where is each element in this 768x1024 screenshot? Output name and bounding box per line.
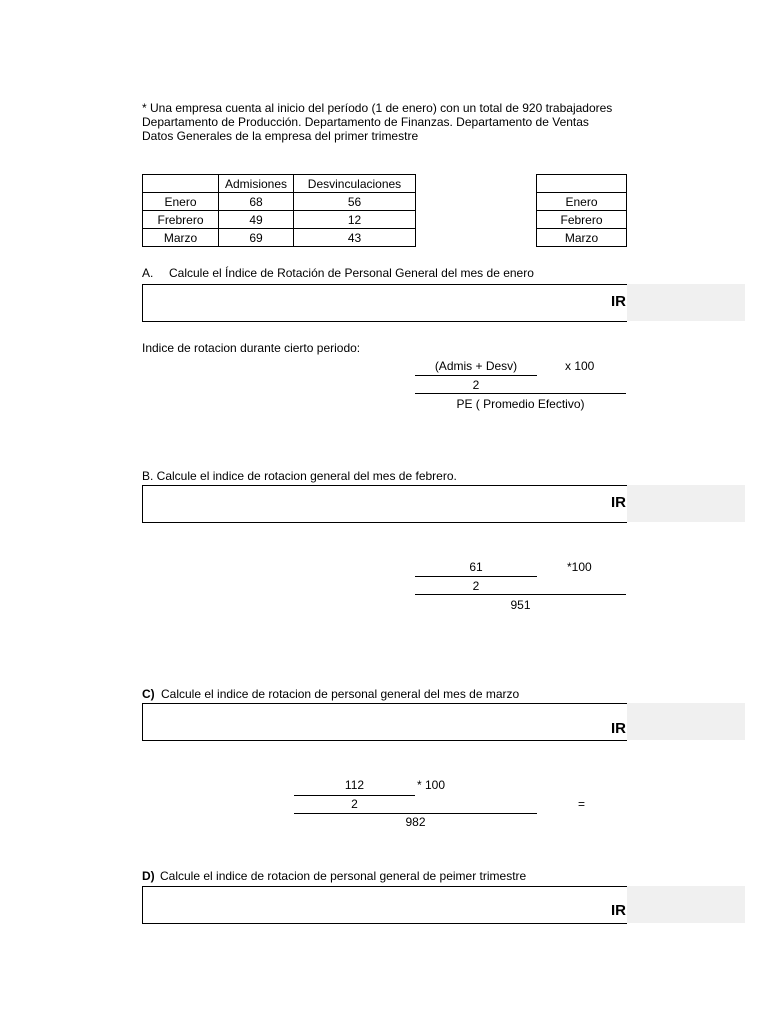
table-header-row <box>143 175 416 193</box>
table-header-cell <box>143 175 219 193</box>
table-header-cell: Desvinculaciones <box>294 175 416 193</box>
section-c-times: * 100 <box>417 778 446 792</box>
formula-fraction-line-inner <box>415 375 537 376</box>
section-c-fraction-line-inner <box>294 795 415 796</box>
section-c-fraction-line-outer <box>294 813 537 814</box>
formula-two: 2 <box>472 378 480 392</box>
section-c-equals: = <box>578 797 586 811</box>
section-c-answer-box <box>142 703 627 741</box>
intro-line-1: * Una empresa cuenta al inicio del período (1 de enero) con un total de 920 trabajadores <box>142 101 613 115</box>
section-b-numerator: 61 <box>469 560 483 574</box>
table-cell-month: Febrero <box>537 211 627 229</box>
section-c-two: 2 <box>351 797 358 811</box>
section-d-ir-label: IR <box>611 902 626 919</box>
table-row <box>537 211 627 229</box>
table-cell-admisiones: 68 <box>219 193 294 211</box>
formula-fraction-line-outer <box>415 393 626 394</box>
section-d-title: Calcule el indice de rotacion de personal general de peimer trimestre <box>160 869 527 883</box>
table-cell-desvinculaciones: 43 <box>294 229 416 247</box>
section-c-denominator: 982 <box>405 815 426 829</box>
table-row <box>537 229 627 247</box>
table-cell-month: Enero <box>143 193 219 211</box>
section-d-shade <box>626 886 745 923</box>
section-d-marker: D) <box>142 869 155 883</box>
section-c-shade <box>626 703 745 740</box>
section-b-two: 2 <box>472 579 480 593</box>
section-c-ir-label: IR <box>611 720 626 737</box>
table-cell-admisiones: 49 <box>219 211 294 229</box>
table-cell-month: Marzo <box>143 229 219 247</box>
table-header-cell <box>537 175 627 193</box>
section-c-title: Calcule el indice de rotacion de personal general del mes de marzo <box>161 687 520 701</box>
table-cell-desvinculaciones: 12 <box>294 211 416 229</box>
intro-line-3: Datos Generales de la empresa del primer trimestre <box>142 129 419 143</box>
section-b-title: B. Calcule el indice de rotacion general del mes de febrero. <box>142 469 457 483</box>
table-row <box>143 211 416 229</box>
table-cell-month: Enero <box>537 193 627 211</box>
intro-line-2: Departamento de Producción. Departamento de Finanzas. Departamento de Ventas <box>142 115 589 129</box>
table-row <box>537 193 627 211</box>
section-a-marker: A. <box>142 266 154 280</box>
section-c-numerator: 112 <box>344 778 365 792</box>
formula-numerator: (Admis + Desv) <box>434 359 518 373</box>
table-cell-admisiones: 69 <box>219 229 294 247</box>
section-b-ir-label: IR <box>611 494 626 511</box>
section-b-fraction-line-inner <box>415 576 537 577</box>
right-table <box>536 174 627 247</box>
section-b-answer-box <box>142 485 627 523</box>
table-cell-month: Frebrero <box>143 211 219 229</box>
section-a-title: Calcule el Índice de Rotación de Personal General del mes de enero <box>169 266 534 280</box>
section-c-marker: C) <box>142 687 155 701</box>
section-a-shade <box>626 284 745 321</box>
section-a-answer-box <box>142 284 627 322</box>
table-row <box>143 229 416 247</box>
formula-times: x 100 <box>565 359 595 373</box>
formula-denominator: PE ( Promedio Efectivo) <box>456 397 585 411</box>
table-header-cell: Admisiones <box>219 175 294 193</box>
data-table <box>142 174 416 247</box>
section-d-answer-box <box>142 886 627 924</box>
table-cell-month: Marzo <box>537 229 627 247</box>
table-row <box>143 193 416 211</box>
section-b-denominator: 951 <box>510 598 531 612</box>
formula-label: Indice de rotacion durante cierto periodo: <box>142 341 361 355</box>
table-header-row <box>537 175 627 193</box>
section-a-ir-label: IR <box>611 293 626 310</box>
section-b-shade <box>626 485 745 522</box>
section-b-times: *100 <box>567 560 592 574</box>
section-b-fraction-line-outer <box>415 594 626 595</box>
table-cell-desvinculaciones: 56 <box>294 193 416 211</box>
